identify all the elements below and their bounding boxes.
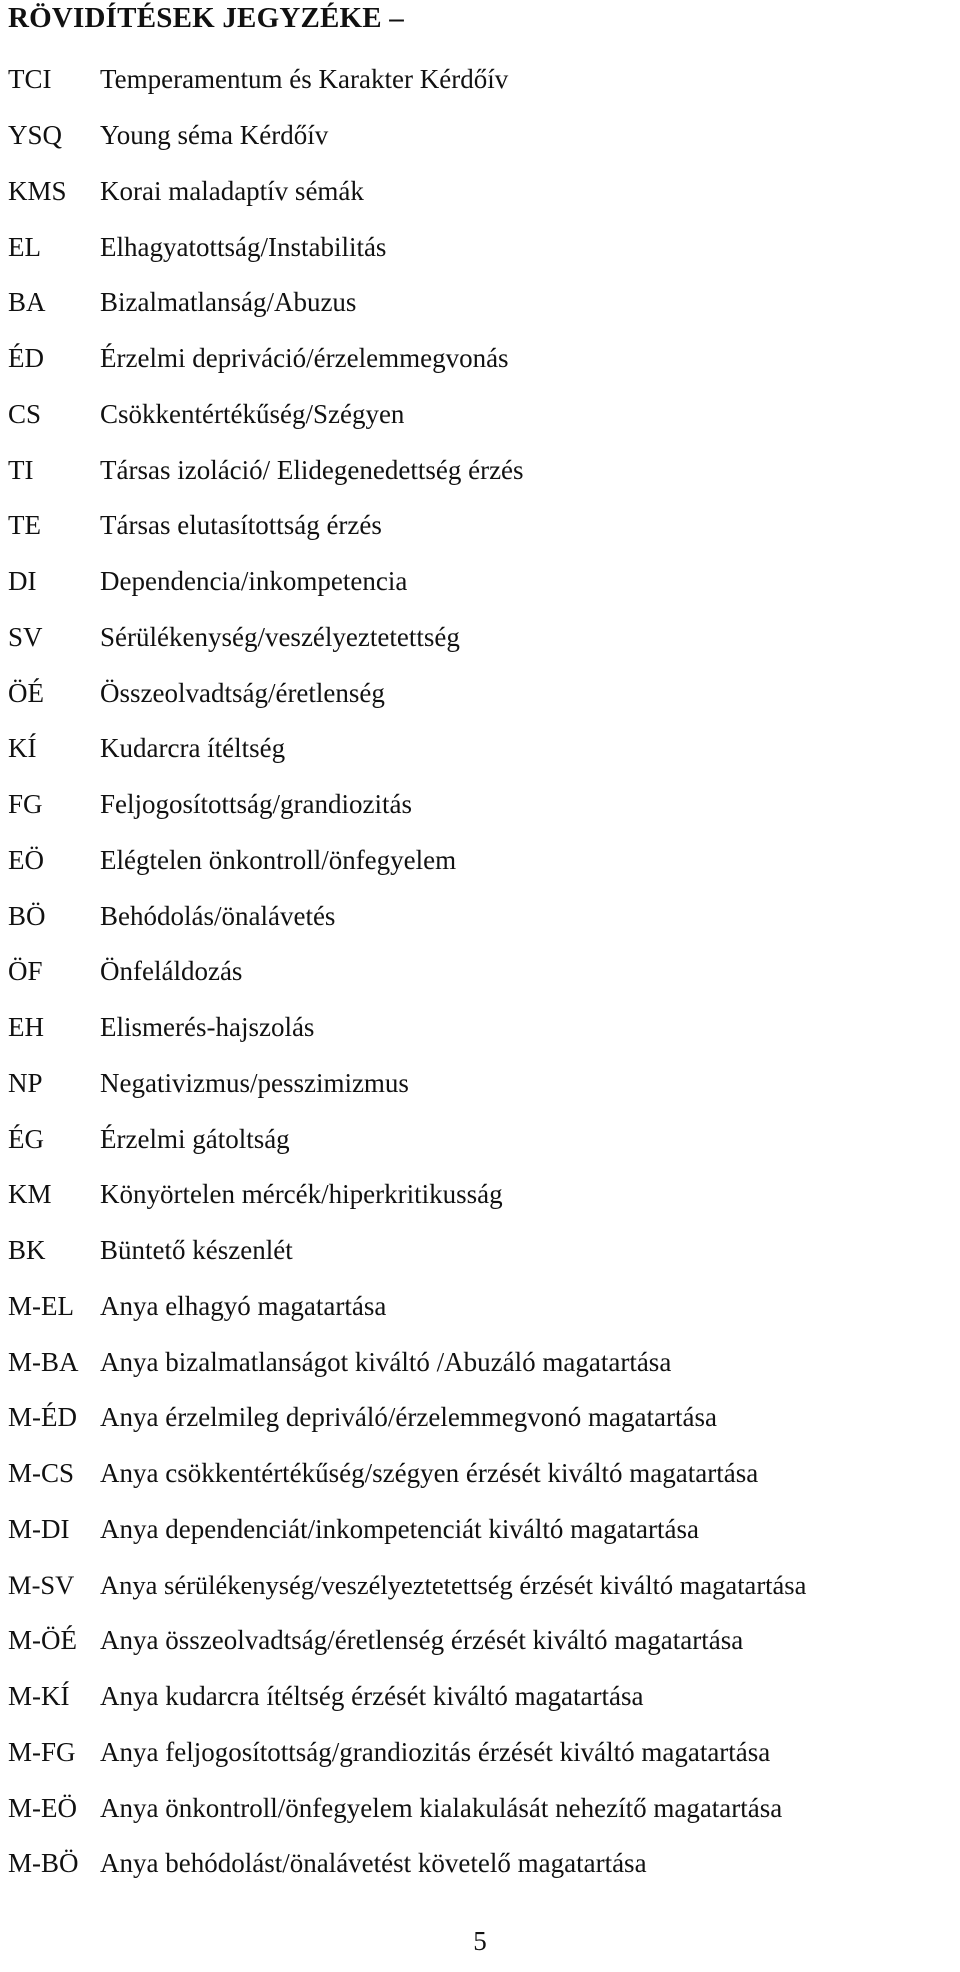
abbreviation-definition: Társas izoláció/ Elidegenedettség érzés bbox=[100, 454, 524, 485]
abbreviation-definition: Anya elhagyó magatartása bbox=[100, 1290, 387, 1321]
abbreviation: M-KÍ bbox=[8, 1681, 70, 1712]
abbreviation-definition: Feljogosítottság/grandiozitás bbox=[100, 789, 412, 820]
list-item bbox=[8, 1613, 958, 1669]
list-item bbox=[8, 1725, 958, 1781]
abbreviation-definition: Negativizmus/pesszimizmus bbox=[100, 1067, 409, 1098]
abbreviation-definition: Anya összeolvadtság/éretlenség érzését kiváltó magatartása bbox=[100, 1625, 744, 1656]
list-item bbox=[8, 1446, 958, 1502]
list-item bbox=[8, 610, 958, 666]
list-item bbox=[8, 1223, 958, 1279]
list-item bbox=[8, 331, 958, 387]
abbreviation-definition: Elismerés-hajszolás bbox=[100, 1012, 315, 1043]
abbreviation-definition: Bizalmatlanság/Abuzus bbox=[100, 287, 357, 318]
list-item bbox=[8, 1557, 958, 1613]
abbreviation: TCI bbox=[8, 64, 52, 95]
abbreviation-definition: Korai maladaptív sémák bbox=[100, 175, 364, 206]
list-item bbox=[8, 1836, 958, 1892]
abbreviation: YSQ bbox=[8, 120, 63, 151]
list-item bbox=[8, 219, 958, 275]
list-item bbox=[8, 1111, 958, 1167]
page-title: RÖVIDÍTÉSEK JEGYZÉKE – bbox=[8, 2, 404, 34]
abbreviation: M-DI bbox=[8, 1513, 70, 1544]
abbreviation: KMS bbox=[8, 175, 67, 206]
list-item bbox=[8, 1780, 958, 1836]
list-item bbox=[8, 721, 958, 777]
abbreviation: BK bbox=[8, 1235, 46, 1266]
abbreviation: M-FG bbox=[8, 1736, 76, 1767]
abbreviation-definition: Elégtelen önkontroll/önfegyelem bbox=[100, 844, 457, 875]
abbreviation-definition: Kudarcra ítéltség bbox=[100, 733, 286, 764]
list-item bbox=[8, 442, 958, 498]
abbreviation-definition: Anya dependenciát/inkompetenciát kiváltó magatartása bbox=[100, 1513, 700, 1544]
abbreviation: EÖ bbox=[8, 844, 44, 875]
abbreviation-definition: Anya önkontroll/önfegyelem kialakulását nehezítő magatartása bbox=[100, 1792, 783, 1823]
abbreviation: M-EÖ bbox=[8, 1792, 77, 1823]
list-item bbox=[8, 665, 958, 721]
abbreviation-definition: Társas elutasítottság érzés bbox=[100, 510, 382, 541]
abbreviation: TI bbox=[8, 454, 34, 485]
page-number: 5 bbox=[473, 1926, 487, 1956]
abbreviation: M-BA bbox=[8, 1346, 79, 1377]
abbreviation-definition: Dependencia/inkompetencia bbox=[100, 566, 408, 597]
abbreviation-definition: Büntető készenlét bbox=[100, 1235, 293, 1266]
abbreviation-definition: Összeolvadtság/éretlenség bbox=[100, 677, 385, 708]
abbreviation: BA bbox=[8, 287, 46, 318]
abbreviation-definition: Sérülékenység/veszélyeztetettség bbox=[100, 621, 460, 652]
list-item bbox=[8, 498, 958, 554]
abbreviation: SV bbox=[8, 621, 43, 652]
abbreviation-definition: Anya érzelmileg depriváló/érzelemmegvonó magatartása bbox=[100, 1402, 717, 1433]
abbreviation-definition: Anya feljogosítottság/grandiozitás érzését kiváltó magatartása bbox=[100, 1736, 771, 1767]
abbreviation-definition: Érzelmi depriváció/érzelemmegvonás bbox=[100, 343, 509, 374]
abbreviation: NP bbox=[8, 1067, 43, 1098]
abbreviation: ÉD bbox=[8, 343, 44, 374]
abbreviation-definition: Anya sérülékenység/veszélyeztetettség érzését kiváltó magatartása bbox=[100, 1569, 807, 1600]
abbreviation: M-BÖ bbox=[8, 1848, 79, 1879]
list-item bbox=[8, 1279, 958, 1335]
list-item bbox=[8, 833, 958, 889]
abbreviation: ÖF bbox=[8, 956, 43, 987]
abbreviation-definition: Anya bizalmatlanságot kiváltó /Abuzáló magatartása bbox=[100, 1346, 672, 1377]
list-item bbox=[8, 1167, 958, 1223]
list-item bbox=[8, 888, 958, 944]
abbreviation: M-ÖÉ bbox=[8, 1625, 77, 1656]
abbreviation-definition: Anya kudarcra ítéltség érzését kiváltó magatartása bbox=[100, 1681, 644, 1712]
list-item bbox=[8, 1669, 958, 1725]
list-item bbox=[8, 275, 958, 331]
list-item bbox=[8, 777, 958, 833]
abbreviation: M-SV bbox=[8, 1569, 75, 1600]
abbreviation: BÖ bbox=[8, 900, 46, 931]
abbreviation: EL bbox=[8, 231, 41, 262]
abbreviation: M-ÉD bbox=[8, 1402, 77, 1433]
abbreviation-definition: Behódolás/önalávetés bbox=[100, 900, 336, 931]
list-item bbox=[8, 1056, 958, 1112]
abbreviation-list bbox=[8, 52, 958, 1892]
list-item bbox=[8, 164, 958, 220]
abbreviation-definition: Temperamentum és Karakter Kérdőív bbox=[100, 64, 509, 95]
abbreviation-definition: Elhagyatottság/Instabilitás bbox=[100, 231, 387, 262]
list-item bbox=[8, 1390, 958, 1446]
abbreviation: M-CS bbox=[8, 1458, 75, 1489]
abbreviation-definition: Érzelmi gátoltság bbox=[100, 1123, 290, 1154]
abbreviation: CS bbox=[8, 398, 42, 429]
abbreviation-definition: Young séma Kérdőív bbox=[100, 120, 329, 151]
abbreviation: FG bbox=[8, 789, 43, 820]
list-item bbox=[8, 108, 958, 164]
abbreviation-definition: Önfeláldozás bbox=[100, 956, 243, 987]
abbreviation: M-EL bbox=[8, 1290, 74, 1321]
abbreviation: KM bbox=[8, 1179, 52, 1210]
abbreviation-definition: Könyörtelen mércék/hiperkritikusság bbox=[100, 1179, 503, 1210]
list-item bbox=[8, 1334, 958, 1390]
list-item bbox=[8, 554, 958, 610]
abbreviation-definition: Anya behódolást/önalávetést követelő magatartása bbox=[100, 1848, 647, 1879]
list-item bbox=[8, 52, 958, 108]
abbreviation: EH bbox=[8, 1012, 44, 1043]
abbreviation-definition: Anya csökkentértékűség/szégyen érzését kiváltó magatartása bbox=[100, 1458, 759, 1489]
abbreviation: DI bbox=[8, 566, 37, 597]
list-item bbox=[8, 387, 958, 443]
abbreviation: KÍ bbox=[8, 733, 37, 764]
abbreviation-definition: Csökkentértékűség/Szégyen bbox=[100, 398, 405, 429]
list-item bbox=[8, 1502, 958, 1558]
list-item bbox=[8, 1000, 958, 1056]
abbreviation: ÉG bbox=[8, 1123, 44, 1154]
abbreviation: TE bbox=[8, 510, 41, 541]
list-item bbox=[8, 944, 958, 1000]
abbreviation: ÖÉ bbox=[8, 677, 44, 708]
